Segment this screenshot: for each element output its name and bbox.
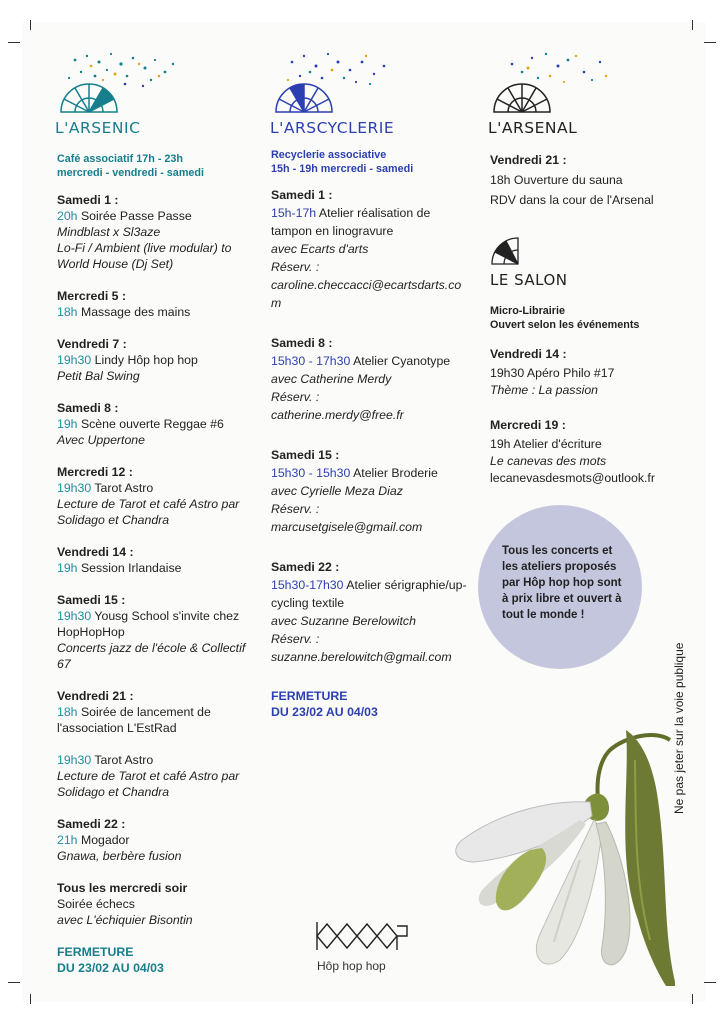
arsenic-event-list	[57, 192, 262, 928]
event-detail: Réserv. :	[271, 632, 320, 646]
crop-mark	[8, 42, 20, 43]
event-title-line	[57, 608, 262, 640]
arsenic-logo	[55, 50, 215, 142]
event-title-line	[271, 352, 471, 370]
hophophop-logo	[313, 918, 413, 973]
event-time: 19h30	[57, 753, 92, 767]
event-email: lecanevasdesmots@outlook.fr	[490, 471, 655, 485]
arsenic-logo-name: L'ARSENIC	[55, 119, 141, 137]
event-detail: avec Cyrielle Meza Diaz	[271, 484, 403, 498]
arsenal-event-line: 18h Ouverture du sauna	[490, 173, 623, 187]
event-theme: Thème : La passion	[490, 383, 599, 397]
arsenal-column	[490, 150, 690, 210]
event-item	[57, 192, 262, 272]
event-item	[57, 464, 262, 528]
arscyclerie-logo	[270, 50, 430, 142]
event-detail: avec Suzanne Berelowitch	[271, 614, 416, 628]
event-title: Yousg School s'invite chez HopHopHop	[57, 609, 240, 639]
event-detail: suzanne.berelowitch@gmail.com	[271, 650, 452, 664]
event-title: Massage des mains	[80, 305, 191, 319]
event-subtitle: Le canevas des mots	[490, 454, 607, 468]
event-item	[271, 186, 471, 312]
event-detail: Petit Bal Swing	[57, 369, 140, 383]
event-detail: Réserv. :	[271, 390, 320, 404]
event-title: Atelier sérigraphie/up-cycling textile	[271, 578, 467, 610]
fermeture-dates: DU 23/02 AU 04/03	[57, 961, 164, 975]
arscyclerie-column	[271, 148, 471, 720]
arsenal-logo	[488, 50, 648, 142]
event-date: Mercredi 5 :	[57, 289, 127, 303]
event-title: Soirée Passe Passe	[80, 209, 192, 223]
crop-mark	[704, 982, 716, 983]
event-title: Lindy Hôp hop hop	[94, 353, 198, 367]
arsenal-event-location: RDV dans la cour de l'Arsenal	[490, 193, 654, 207]
event-title-line	[57, 208, 262, 224]
crop-mark	[30, 994, 31, 1004]
crop-mark	[692, 20, 693, 30]
arsenal-event-date: Vendredi 21 :	[490, 153, 567, 167]
event-item	[57, 688, 262, 736]
salon-event	[490, 417, 690, 487]
event-item	[57, 592, 262, 672]
event-title-line	[271, 204, 471, 240]
arscyclerie-subtitle	[271, 148, 471, 176]
arsenal-logo-name: L'ARSENAL	[488, 119, 578, 137]
event-date: Samedi 8 :	[57, 401, 119, 415]
info-circle-text: Tous les concerts et les ateliers proposés par Hôp hop hop sont à prix libre et ouvert à tout le monde !	[502, 545, 622, 621]
event-title: Atelier Cyanotype	[353, 354, 451, 368]
crop-mark	[692, 994, 693, 1004]
event-date: Samedi 8 :	[271, 336, 333, 350]
event-title: Atelier Broderie	[353, 466, 438, 480]
info-circle	[478, 505, 642, 669]
event-detail: marcusetgisele@gmail.com	[271, 520, 423, 534]
event-item	[57, 544, 262, 576]
event-title: Soirée de lancement de l'association L'EstRad	[57, 705, 211, 735]
arscyclerie-type: Recyclerie associative	[271, 149, 387, 161]
event-detail: Mindblast x Sl3aze	[57, 225, 161, 239]
event-time: 19h	[57, 417, 78, 431]
event-title-line	[57, 832, 262, 848]
event-title-line	[271, 576, 471, 612]
arsenic-column	[57, 152, 262, 976]
event-date: Samedi 1 :	[271, 188, 333, 202]
event-detail: avec Catherine Merdy	[271, 372, 392, 386]
event-detail: caroline.checcacci@ecartsdarts.com	[271, 278, 462, 310]
arsenic-subtitle	[57, 152, 262, 180]
arsenic-days: mercredi - vendredi - samedi	[57, 167, 205, 179]
event-time: 21h	[57, 833, 78, 847]
salon-event	[490, 346, 690, 399]
event-item	[57, 816, 262, 864]
event-item	[271, 446, 471, 536]
event-date: Samedi 22 :	[57, 817, 126, 831]
event-detail: avec L'échiquier Bisontin	[57, 913, 193, 927]
salon-type: Micro-Librairie	[490, 305, 565, 317]
event-item	[57, 288, 262, 320]
hophophop-logo-mark	[313, 918, 413, 954]
event-title-line	[57, 352, 262, 368]
event-title-line	[57, 480, 262, 496]
event-item	[57, 400, 262, 448]
event-item	[57, 880, 262, 928]
event-item	[271, 334, 471, 424]
event-title: 19h Atelier d'écriture	[490, 437, 602, 451]
salon-logo	[490, 236, 610, 288]
arscyclerie-fan-icon	[270, 50, 410, 114]
event-detail: Réserv. :	[271, 260, 320, 274]
event-detail: Gnawa, berbère fusion	[57, 849, 182, 863]
event-title-line	[57, 896, 262, 912]
fermeture-dates: DU 23/02 AU 04/03	[271, 705, 378, 719]
event-title: Mogador	[80, 833, 130, 847]
event-detail: Lecture de Tarot et café Astro par Solidago et Chandra	[57, 769, 240, 799]
event-time: 20h	[57, 209, 78, 223]
event-date: Vendredi 7 :	[57, 337, 127, 351]
event-date: Samedi 22 :	[271, 560, 340, 574]
event-title-line	[57, 416, 262, 432]
arsenal-fan-icon	[488, 50, 628, 114]
event-time: 19h	[57, 561, 78, 575]
arscyclerie-logo-name: L'ARSCYCLERIE	[270, 119, 395, 137]
salon-fan-icon	[490, 236, 524, 266]
event-title: Tarot Astro	[94, 753, 154, 767]
crop-mark	[704, 42, 716, 43]
event-time: 19h30	[57, 481, 92, 495]
event-title-line	[57, 704, 262, 736]
event-title-line	[271, 464, 471, 482]
event-detail: Lecture de Tarot et café Astro par Solidago et Chandra	[57, 497, 240, 527]
event-detail: catherine.merdy@free.fr	[271, 408, 404, 422]
event-title: Scène ouverte Reggae #6	[80, 417, 224, 431]
event-detail: Lo-Fi / Ambient (live modular) to World House (Dj Set)	[57, 241, 232, 271]
event-time: 19h30	[57, 609, 92, 623]
event-time: 18h	[57, 705, 78, 719]
event-detail: Concerts jazz de l'école & Collectif 67	[57, 641, 246, 671]
event-detail: avec Ecarts d'arts	[271, 242, 369, 256]
snowdrop-flower-illustration	[430, 690, 675, 990]
salon-opening: Ouvert selon les événements	[490, 319, 640, 331]
event-date: Vendredi 14 :	[57, 545, 134, 559]
fermeture-label: FERMETURE	[271, 689, 348, 703]
event-time: 15h30 - 17h30	[271, 354, 351, 368]
event-date: Mercredi 12 :	[57, 465, 133, 479]
event-time: 15h-17h	[271, 206, 317, 220]
arsenic-fan-icon	[55, 50, 195, 114]
event-item	[57, 336, 262, 384]
event-title-line	[57, 304, 262, 320]
hophophop-logo-text: Hôp hop hop	[317, 959, 386, 973]
event-date: Vendredi 21 :	[57, 689, 134, 703]
event-title-line	[57, 560, 262, 576]
arsenic-fermeture	[57, 944, 262, 976]
event-title: Session Irlandaise	[80, 561, 182, 575]
event-detail: Avec Uppertone	[57, 433, 145, 447]
event-item	[271, 558, 471, 666]
event-date: Vendredi 14 :	[490, 347, 567, 361]
event-time: 15h30 - 15h30	[271, 466, 351, 480]
event-title: Soirée échecs	[57, 897, 135, 911]
fermeture-label: FERMETURE	[57, 945, 134, 959]
event-time: 19h30	[57, 353, 92, 367]
salon-column	[490, 304, 690, 487]
event-date: Samedi 15 :	[57, 593, 126, 607]
event-item	[57, 752, 262, 800]
event-title-line	[57, 752, 262, 768]
event-title: 19h30 Apéro Philo #17	[490, 366, 615, 380]
event-date: Tous les mercredi soir	[57, 881, 188, 895]
event-time: 15h30-17h30	[271, 578, 344, 592]
event-title: Atelier réalisation de tampon en linogravure	[271, 206, 431, 238]
arscyclerie-event-list	[271, 186, 471, 666]
event-date: Samedi 1 :	[57, 193, 119, 207]
crop-mark	[8, 982, 20, 983]
salon-subtitle	[490, 304, 690, 332]
event-title: Tarot Astro	[94, 481, 154, 495]
event-detail: Réserv. :	[271, 502, 320, 516]
arsenic-hours: Café associatif 17h - 23h	[57, 153, 184, 165]
crop-mark	[30, 20, 31, 30]
salon-logo-name: LE SALON	[490, 271, 568, 289]
event-date: Samedi 15 :	[271, 448, 340, 462]
event-time: 18h	[57, 305, 78, 319]
vertical-notice: Ne pas jeter sur la voie publique	[672, 642, 686, 814]
event-date: Mercredi 19 :	[490, 418, 566, 432]
arscyclerie-hours: 15h - 19h mercredi - samedi	[271, 163, 414, 175]
